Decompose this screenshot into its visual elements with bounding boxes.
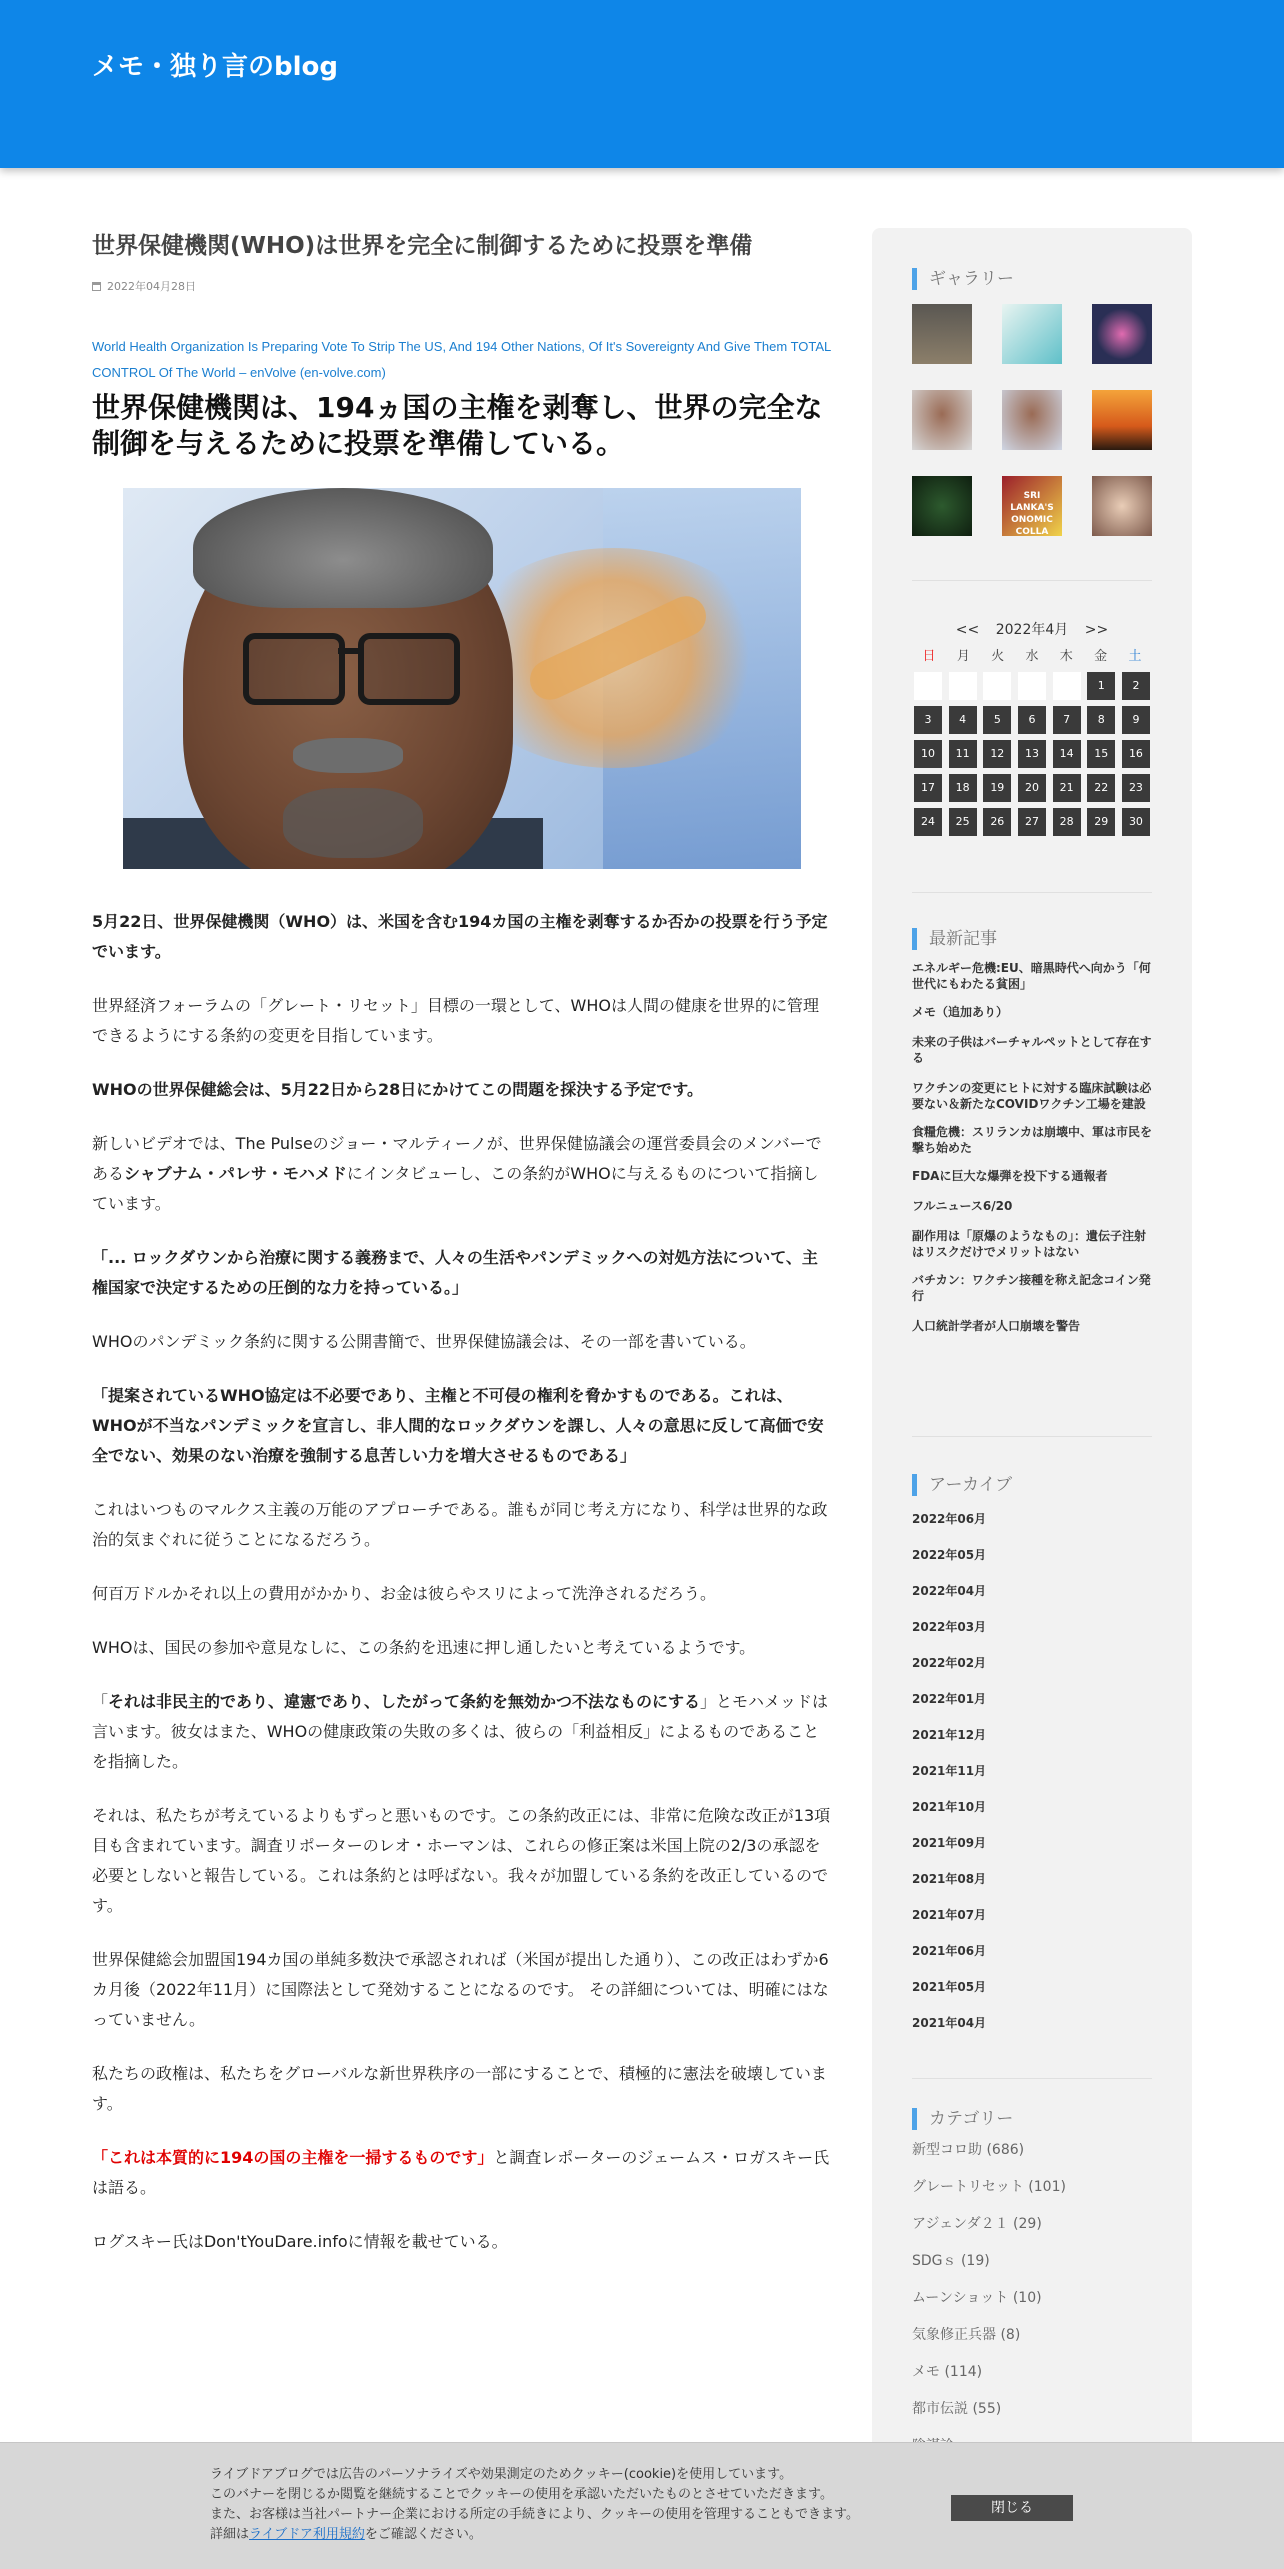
article-photo xyxy=(123,488,801,869)
terms-link[interactable]: ライブドア利用規約 xyxy=(249,2527,365,2542)
calendar-next[interactable]: >> xyxy=(1084,622,1109,638)
gallery-thumb[interactable] xyxy=(1092,304,1152,364)
calendar-weekday: 日 xyxy=(922,649,936,664)
recent-post-link[interactable]: メモ（追加あり） xyxy=(912,1005,1009,1019)
cookie-line-pre: 詳細は xyxy=(210,2527,250,2542)
site-header xyxy=(0,0,1284,168)
article-paragraph xyxy=(92,907,832,967)
cookie-line: このバナーを閉じるか閲覧を継続することでクッキーの使用を承認いただいたものとさせていただきます。 xyxy=(210,2487,833,2502)
paragraph-text: それは、私たちが考えているよりもずっと悪いものです。この条約改正には、非常に危険な改正が13項目も含まれています。調査リポーターのレオ・ホーマンは、これらの修正案は米国上院の2/3の承認を必要としないと報告している。これは条約とは呼ばない。我々が加盟している条約を改正しているのです。 xyxy=(92,1806,831,1915)
article-paragraph xyxy=(92,2227,832,2257)
article-paragraph xyxy=(92,1801,832,1921)
calendar-weekday: 月 xyxy=(956,649,970,664)
paragraph-text: これはいつものマルクス主義の万能のアプローチである。誰もが同じ考え方になり、科学は世界的な政治的気まぐれに従うことになるだろう。 xyxy=(92,1500,828,1549)
calendar-empty-cell xyxy=(1053,672,1081,700)
calendar-day[interactable]: 8 xyxy=(1087,706,1115,734)
recent-post-link[interactable]: 食糧危機：スリランカは崩壊中、軍は市民を撃ち始めた xyxy=(912,1125,1153,1155)
archive-list xyxy=(912,1510,1152,2050)
calendar-weekday: 木 xyxy=(1059,649,1073,664)
calendar-day[interactable]: 27 xyxy=(1018,808,1046,836)
bold-text: それは非民主的であり、違憲であり、したがって条約を無効かつ不法なものにする xyxy=(108,1692,701,1711)
archive-link[interactable]: 2022年03月 xyxy=(912,1620,987,1634)
post-date xyxy=(92,278,832,294)
paragraph-text: 私たちの政権は、私たちをグローバルな新世界秩序の一部にすることで、積極的に憲法を破壊しています。 xyxy=(92,2064,827,2113)
calendar-weekdays xyxy=(914,646,1150,668)
archive-title: アーカイブ xyxy=(912,1474,1152,1496)
divider xyxy=(912,2078,1152,2079)
calendar-day[interactable]: 18 xyxy=(949,774,977,802)
article-paragraph xyxy=(92,991,832,1051)
calendar-day[interactable]: 2 xyxy=(1122,672,1150,700)
cookie-line: ライブドアブログでは広告のパーソナライズや効果測定のためクッキー(cookie)を使用しています。 xyxy=(210,2467,793,2482)
archive-link[interactable]: 2021年12月 xyxy=(912,1728,987,1742)
calendar-prev[interactable]: << xyxy=(955,622,980,638)
cookie-line: また、お客様は当社パートナー企業における所定の手続きにより、クッキーの使用を管理することもできます。 xyxy=(210,2507,859,2522)
sidebar xyxy=(872,228,1192,2568)
article-paragraph xyxy=(92,1495,832,1555)
recent-post-link[interactable]: ワクチンの変更にヒトに対する臨床試験は必要ない＆新たなCOVIDワクチン工場を建設 xyxy=(912,1081,1152,1111)
calendar-day[interactable]: 19 xyxy=(983,774,1011,802)
calendar-day[interactable]: 3 xyxy=(914,706,942,734)
archive-link[interactable]: 2021年06月 xyxy=(912,1944,987,1958)
category-link[interactable]: アジェンダ２１ (29) xyxy=(912,2216,1042,2232)
bold-text: 「... ロックダウンから治療に関する義務まで、人々の生活やパンデミックへの対処方法について、主権国家で決定するための圧倒的な力を持っている。」 xyxy=(92,1248,818,1297)
category-link[interactable]: メモ (114) xyxy=(912,2364,983,2380)
bold-text: WHOの世界保健総会は、5月22日から28日にかけてこの問題を採決する予定です。 xyxy=(92,1080,704,1099)
article-paragraph xyxy=(92,1129,832,1219)
cookie-banner xyxy=(0,2442,1284,2569)
paragraph-text: と調査レポーターのジェームス・ロガスキー氏は語る。 xyxy=(92,2148,830,2197)
calendar-empty-cell xyxy=(983,672,1011,700)
gallery-thumb[interactable] xyxy=(1092,390,1152,450)
archive-link[interactable]: 2022年04月 xyxy=(912,1584,987,1598)
calendar-day[interactable]: 9 xyxy=(1122,706,1150,734)
article-paragraph xyxy=(92,2143,832,2203)
calendar-day[interactable]: 14 xyxy=(1053,740,1081,768)
article xyxy=(92,228,832,2281)
calendar-day[interactable]: 11 xyxy=(949,740,977,768)
calendar-day[interactable]: 7 xyxy=(1053,706,1081,734)
calendar-day[interactable]: 26 xyxy=(983,808,1011,836)
recent-posts xyxy=(912,960,1152,1348)
calendar-empty-cell xyxy=(914,672,942,700)
calendar-day[interactable]: 28 xyxy=(1053,808,1081,836)
category-list xyxy=(912,2140,1152,2473)
article-paragraph xyxy=(92,1579,832,1609)
article-paragraph xyxy=(92,1075,832,1105)
archive-link[interactable]: 2022年06月 xyxy=(912,1512,987,1526)
paragraph-text: 世界経済フォーラムの「グレート・リセット」目標の一環として、WHOは人間の健康を世界的に管理できるようにする条約の変更を目指しています。 xyxy=(92,996,820,1045)
archive-link[interactable]: 2022年02月 xyxy=(912,1656,987,1670)
category-link[interactable]: 都市伝説 (55) xyxy=(912,2401,1002,2417)
divider xyxy=(912,1436,1152,1437)
calendar-day[interactable]: 17 xyxy=(914,774,942,802)
recent-post-link[interactable]: エネルギー危機:EU、暗黒時代へ向かう「何世代にもわたる貧困」 xyxy=(912,961,1151,991)
calendar-weekday: 水 xyxy=(1025,649,1039,664)
article-paragraph xyxy=(92,1243,832,1303)
calendar-day[interactable]: 22 xyxy=(1087,774,1115,802)
category-link[interactable]: 気象修正兵器 (8) xyxy=(912,2327,1021,2343)
paragraph-text: 」とモハメッドは言います。彼女はまた、WHOの健康政策の失敗の多くは、彼らの「利益相反」によるものであることを指摘した。 xyxy=(92,1692,829,1771)
gallery-thumb[interactable] xyxy=(912,390,972,450)
recent-post-link[interactable]: 人口統計学者が人口崩壊を警告 xyxy=(912,1319,1081,1333)
category-link[interactable]: SDGｓ (19) xyxy=(912,2253,990,2269)
calendar xyxy=(914,620,1150,836)
article-paragraph xyxy=(92,1687,832,1777)
calendar-day[interactable]: 25 xyxy=(949,808,977,836)
paragraph-text: 「 xyxy=(92,1692,109,1711)
calendar-day[interactable]: 29 xyxy=(1087,808,1115,836)
bold-text: シャブナム・パレサ・モハメド xyxy=(124,1164,347,1183)
recent-post-link[interactable]: フルニュース6/20 xyxy=(912,1199,1013,1213)
post-title[interactable]: 世界保健機関(WHO)は世界を完全に制御するために投票を準備 xyxy=(92,233,753,259)
post-date-text: 2022年04月28日 xyxy=(107,280,196,293)
cookie-close-button[interactable]: 閉じる xyxy=(951,2495,1073,2521)
calendar-day[interactable]: 12 xyxy=(983,740,1011,768)
calendar-day[interactable]: 23 xyxy=(1122,774,1150,802)
calendar-day[interactable]: 10 xyxy=(914,740,942,768)
paragraph-text: にインタビューし、この条約がWHOに与えるものについて指摘しています。 xyxy=(92,1164,819,1213)
calendar-nav xyxy=(914,620,1150,640)
article-paragraph xyxy=(92,1327,832,1357)
calendar-day[interactable]: 4 xyxy=(949,706,977,734)
calendar-day[interactable]: 5 xyxy=(983,706,1011,734)
article-paragraph xyxy=(92,1633,832,1663)
calendar-day[interactable]: 30 xyxy=(1122,808,1150,836)
calendar-empty-cell xyxy=(1018,672,1046,700)
recent-post-link[interactable]: 未来の子供はバーチャルペットとして存在する xyxy=(912,1035,1152,1065)
gallery-thumb[interactable] xyxy=(1002,304,1062,364)
calendar-icon xyxy=(92,282,101,291)
article-paragraph xyxy=(92,1945,832,2035)
archive-link[interactable]: 2021年10月 xyxy=(912,1800,987,1814)
category-link[interactable]: ムーンショット (10) xyxy=(912,2290,1042,2306)
archive-link[interactable]: 2021年05月 xyxy=(912,1980,987,1994)
paragraph-text: 世界保健総会加盟国194カ国の単純多数決で承認されれば（米国が提出した通り）、この改正はわずか6カ月後（2022年11月）に国際法として発効することになるのです。 その詳細については、明確にはなっていません。 xyxy=(92,1950,829,2029)
calendar-weekday: 金 xyxy=(1094,649,1108,664)
calendar-day[interactable]: 24 xyxy=(914,808,942,836)
recent-post-link[interactable]: バチカン：ワクチン接種を称え記念コイン発行 xyxy=(912,1273,1151,1303)
article-paragraph xyxy=(92,1381,832,1471)
gallery-thumb[interactable] xyxy=(912,476,972,536)
category-link[interactable]: グレートリセット (101) xyxy=(912,2179,1066,2195)
calendar-day[interactable]: 16 xyxy=(1122,740,1150,768)
archive-link[interactable]: 2022年01月 xyxy=(912,1692,987,1706)
calendar-empty-cell xyxy=(949,672,977,700)
recent-post-link[interactable]: 副作用は「原爆のようなもの」：遺伝子注射はリスクだけでメリットはない xyxy=(912,1229,1147,1259)
calendar-grid xyxy=(914,672,1150,836)
gallery-title: ギャラリー xyxy=(912,268,1152,290)
calendar-month: 2022年4月 xyxy=(995,622,1069,638)
bold-text: 5月22日、世界保健機関（WHO）は、米国を含む194カ国の主権を剥奪するか否かの投票を行う予定でいます。 xyxy=(92,912,828,961)
divider xyxy=(912,580,1152,581)
gallery-thumb[interactable] xyxy=(912,304,972,364)
recent-post-link[interactable]: FDAに巨大な爆弾を投下する通報者 xyxy=(912,1169,1108,1183)
archive-link[interactable]: 2021年09月 xyxy=(912,1836,987,1850)
calendar-day[interactable]: 21 xyxy=(1053,774,1081,802)
calendar-day[interactable]: 15 xyxy=(1087,740,1115,768)
paragraph-text: 新しいビデオでは、The Pulseのジョー・マルティーノが、世界保健協議会の運営委員会のメンバーである xyxy=(92,1134,822,1183)
article-headline: 世界保健機関は、194ヵ国の主権を剥奪し、世界の完全な制御を与えるために投票を準備している。 xyxy=(92,391,823,460)
calendar-weekday: 土 xyxy=(1128,649,1142,664)
category-link[interactable]: 新型コロ助 (686) xyxy=(912,2142,1025,2158)
site-title[interactable]: メモ・独り言のblog xyxy=(92,52,338,82)
cookie-text xyxy=(210,2465,930,2545)
recent-title: 最新記事 xyxy=(912,928,1152,950)
highlight-quote: 「これは本質的に194の国の主権を一掃するものです」 xyxy=(92,2148,494,2167)
calendar-day[interactable]: 6 xyxy=(1018,706,1046,734)
category-title: カテゴリー xyxy=(912,2108,1152,2130)
calendar-day[interactable]: 1 xyxy=(1087,672,1115,700)
paragraph-text: 何百万ドルかそれ以上の費用がかかり、お金は彼らやスリによって洗浄されるだろう。 xyxy=(92,1584,717,1603)
archive-link[interactable]: 2021年07月 xyxy=(912,1908,987,1922)
calendar-weekday: 火 xyxy=(991,649,1005,664)
archive-link[interactable]: 2021年08月 xyxy=(912,1872,987,1886)
gallery-thumb[interactable] xyxy=(1092,476,1152,536)
gallery-thumb[interactable] xyxy=(1002,390,1062,450)
cookie-line-post: をご確認ください。 xyxy=(364,2527,482,2542)
paragraph-text: ログスキー氏はDon'tYouDare.infoに情報を載せている。 xyxy=(92,2232,508,2251)
bold-text: 「提案されているWHO協定は不必要であり、主権と不可侵の権利を脅かすものである。これは、WHOが不当なパンデミックを宣言し、非人間的なロックダウンを課し、人々の意思に反して高価で安全でない、効果のない治療を強制する息苦しい力を増大させるものである」 xyxy=(92,1386,824,1465)
archive-link[interactable]: 2022年05月 xyxy=(912,1548,987,1562)
gallery-thumb[interactable]: SRI LANKA'S ONOMIC COLLA xyxy=(1002,476,1062,536)
cookie-line xyxy=(210,2525,930,2545)
archive-link[interactable]: 2021年11月 xyxy=(912,1764,987,1778)
paragraph-text: WHOのパンデミック条約に関する公開書簡で、世界保健協議会は、その一部を書いている。 xyxy=(92,1332,756,1351)
source-link[interactable]: World Health Organization Is Preparing Vote To Strip The US, And 194 Other Nations, Of It's Sovereignty And Give Them TOTAL CONTROL Of The World – enVolve (en-volve.com) xyxy=(92,339,831,380)
divider xyxy=(912,892,1152,893)
paragraph-text: WHOは、国民の参加や意見なしに、この条約を迅速に押し通したいと考えているようです。 xyxy=(92,1638,756,1657)
calendar-day[interactable]: 13 xyxy=(1018,740,1046,768)
archive-link[interactable]: 2021年04月 xyxy=(912,2016,987,2030)
article-body xyxy=(92,907,832,2257)
article-paragraph xyxy=(92,2059,832,2119)
calendar-day[interactable]: 20 xyxy=(1018,774,1046,802)
